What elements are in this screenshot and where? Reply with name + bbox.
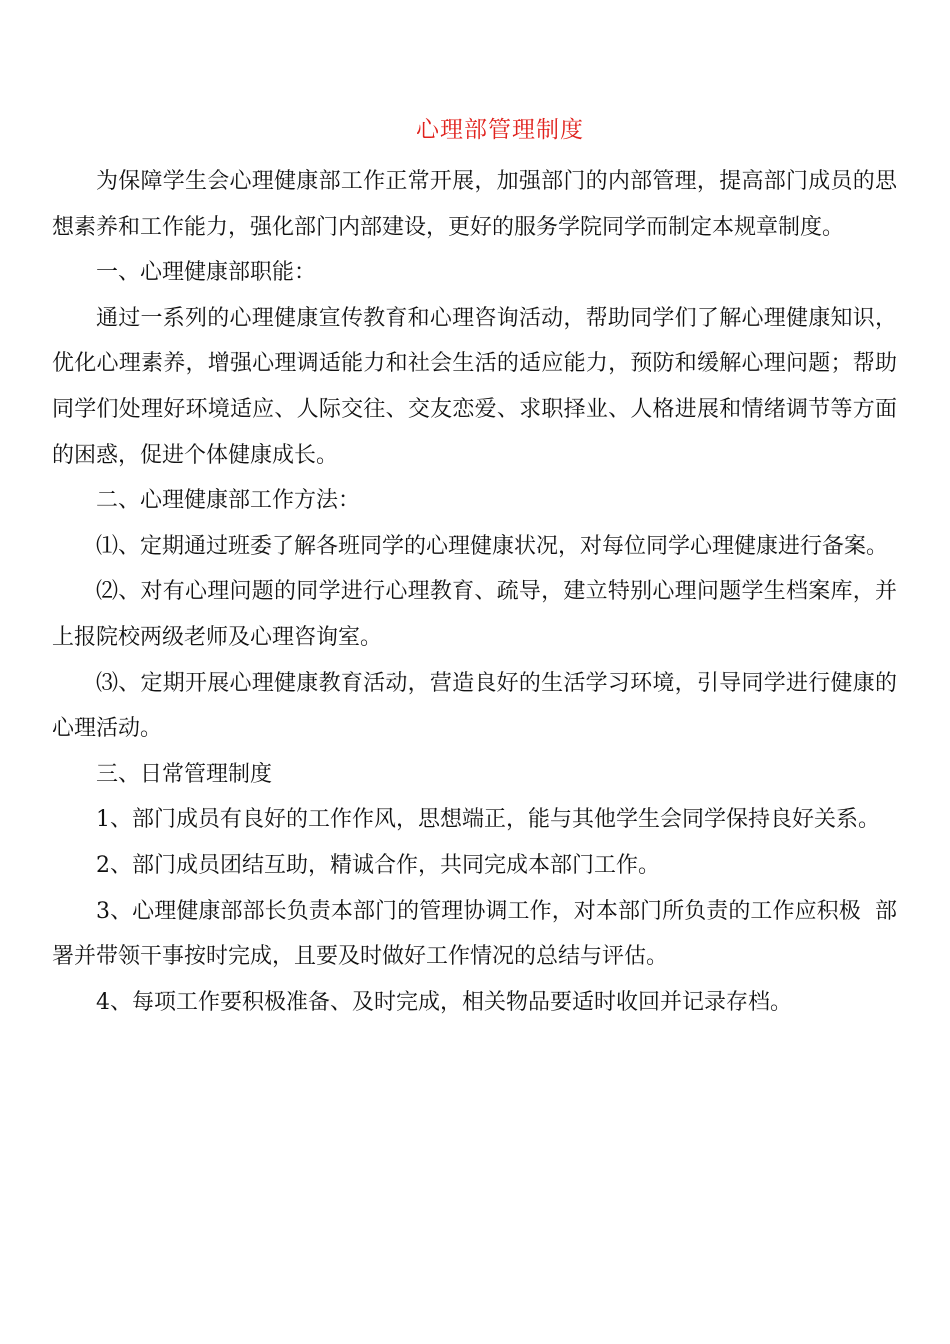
functions-paragraph: 通过一系列的心理健康宣传教育和心理咨询活动，帮助同学们了解心理健康知识，优化心理素养，增强心理调适能力和社会生活的适应能力，预防和缓解心理问题；帮助同学们处理好环境适应、人际交往、交友恋爱、求职择业、人格进展和情绪调节等方面的困惑，促进个体健康成长。 bbox=[52, 305, 897, 468]
section-heading-functions: 一、心理健康部职能： bbox=[96, 260, 317, 286]
method-item-1: ⑴、定期通过班委了解各班同学的心理健康状况，对每位同学心理健康进行备案。 bbox=[96, 533, 889, 559]
document-title: 心理部管理制度 bbox=[416, 117, 584, 143]
rule-item-4: 4、每项工作要积极准备、及时完成，相关物品要适时收回并记录存档。 bbox=[96, 989, 792, 1015]
section-heading-rules: 三、日常管理制度 bbox=[96, 761, 273, 787]
rule-item-3: 3、心理健康部部长负责本部门的管理协调工作，对本部门所负责的工作应积极 部署并带领干事按时完成，且要及时做好工作情况的总结与评估。 bbox=[52, 898, 897, 970]
rule-item-1: 1、部门成员有良好的工作作风，思想端正，能与其他学生会同学保持良好关系。 bbox=[96, 807, 880, 833]
section-heading-methods: 二、心理健康部工作方法： bbox=[96, 488, 361, 514]
method-item-2: ⑵、对有心理问题的同学进行心理教育、疏导，建立特别心理问题学生档案库，并上报院校两级老师及心理咨询室。 bbox=[52, 579, 897, 650]
method-item-3: ⑶、定期开展心理健康教育活动，营造良好的生活学习环境，引导同学进行健康的心理活动。 bbox=[52, 670, 897, 742]
intro-paragraph: 为保障学生会心理健康部工作正常开展，加强部门的内部管理，提高部门成员的思想素养和工作能力，强化部门内部建设，更好的服务学院同学而制定本规章制度。 bbox=[52, 169, 897, 240]
document-body bbox=[52, 159, 897, 1025]
rule-item-2: 2、部门成员团结互助，精诚合作，共同完成本部门工作。 bbox=[96, 852, 660, 878]
